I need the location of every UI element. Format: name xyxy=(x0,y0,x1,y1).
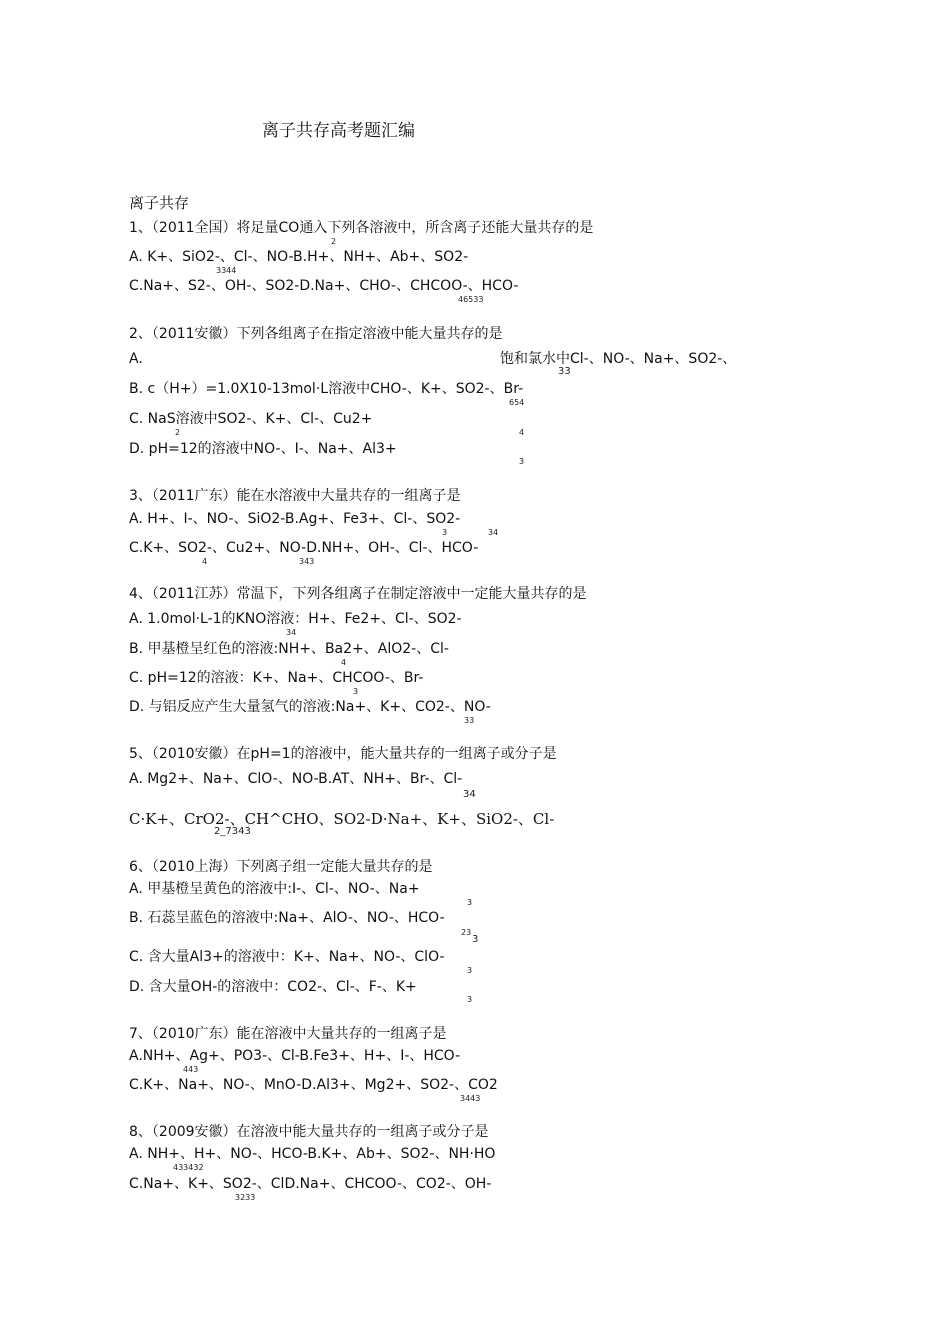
question-2-option-a-label: A. xyxy=(129,351,143,367)
question-6-option-d: D. 含大量OH-的溶液中：CO2-、Cl-、F-、K+ xyxy=(129,979,417,995)
subscript: 3 xyxy=(519,457,525,466)
subscript: 3 xyxy=(442,528,448,537)
question-8-options-cd: C.Na+、K+、SO2-、ClD.Na+、CHCOO-、CO2-、OH- xyxy=(129,1176,492,1192)
question-6-option-b: B. 石蕊呈蓝色的溶液中:Na+、AlO-、NO-、HCO- xyxy=(129,910,445,926)
subscript: 343 xyxy=(299,557,315,566)
question-8-stem: 8、（2009安徽）在溶液中能大量共存的一组离子或分子是 xyxy=(129,1124,489,1140)
subscript: 34 xyxy=(488,528,499,537)
document-title: 离子共存高考题汇编 xyxy=(262,121,415,141)
subscript: 33 xyxy=(558,366,571,377)
question-2-option-d: D. pH=12的溶液中NO-、I-、Na+、Al3+ xyxy=(129,441,397,457)
question-4-option-d: D. 与铝反应产生大量氢气的溶液:Na+、K+、CO2-、NO- xyxy=(129,699,491,715)
subscript: 433432 xyxy=(173,1163,204,1172)
subscript: 654 xyxy=(509,398,525,407)
subscript: 3 xyxy=(353,687,359,696)
subscript: 3 xyxy=(467,898,473,907)
question-1-options-ab: A. K+、SiO2-、Cl-、NO-B.H+、NH+、Ab+、SO2- xyxy=(129,249,469,265)
subscript: 4 xyxy=(202,557,208,566)
subscript: 46533 xyxy=(458,295,484,304)
subscript: 23 xyxy=(461,928,472,937)
question-6-stem: 6、（2010上海）下列离子组一定能大量共存的是 xyxy=(129,859,433,875)
subscript: 3 xyxy=(467,995,473,1004)
subscript: 2_7343 xyxy=(214,826,251,837)
subscript: 4 xyxy=(519,428,525,437)
question-8-options-ab: A. NH+、H+、NO-、HCO-B.K+、Ab+、SO2-、NH·HO xyxy=(129,1146,496,1162)
subscript: 34 xyxy=(463,789,476,800)
question-2-option-c: C. NaS溶液中SO2-、K+、Cl-、Cu2+ xyxy=(129,411,373,427)
subscript: 34 xyxy=(286,628,297,637)
question-6-option-c: C. 含大量Al3+的溶液中：K+、Na+、NO-、ClO- xyxy=(129,949,445,965)
question-2-option-a: 饱和氯水中Cl-、NO-、Na+、SO2-、 xyxy=(500,351,737,367)
question-4-option-c: C. pH=12的溶液：K+、Na+、CHCOO-、Br- xyxy=(129,670,424,686)
subscript: 3443 xyxy=(460,1094,481,1103)
subscript: 443 xyxy=(183,1065,199,1074)
question-4-option-b: B. 甲基橙呈红色的溶液:NH+、Ba2+、AlO2-、Cl- xyxy=(129,641,449,657)
question-7-options-cd: C.K+、Na+、NO-、MnO-D.Al3+、Mg2+、SO2-、CO2 xyxy=(129,1077,498,1093)
question-5-options-cd: C·K+、CrO2-、CH^CHO、SO2-D·Na+、K+、SiO2-、Cl- xyxy=(129,810,555,828)
subscript: 3 xyxy=(467,966,473,975)
question-3-options-cd: C.K+、SO2-、Cu2+、NO-D.NH+、OH-、Cl-、HCO- xyxy=(129,540,479,556)
section-heading: 离子共存 xyxy=(129,194,190,212)
question-6-option-a: A. 甲基橙呈黄色的溶液中:I-、Cl-、NO-、Na+ xyxy=(129,881,420,897)
subscript: 3 xyxy=(472,934,479,945)
question-3-options-ab: A. H+、I-、NO-、SiO2-B.Ag+、Fe3+、Cl-、SO2- xyxy=(129,511,461,527)
question-2-stem: 2、（2011安徽）下列各组离子在指定溶液中能大量共存的是 xyxy=(129,326,503,342)
question-5-options-ab: A. Mg2+、Na+、ClO-、NO-B.AT、NH+、Br-、Cl- xyxy=(129,771,463,787)
question-4-stem: 4、（2011江苏）常温下，下列各组离子在制定溶液中一定能大量共存的是 xyxy=(129,586,587,602)
question-1-stem: 1、（2011全国）将足量CO通入下列各溶液中，所含离子还能大量共存的是 xyxy=(129,220,594,236)
subscript: 2 xyxy=(175,428,181,437)
question-4-option-a: A. 1.0mol·L-1的KNO溶液：H+、Fe2+、Cl-、SO2- xyxy=(129,611,462,627)
subscript: 2 xyxy=(331,237,337,246)
subscript: 3344 xyxy=(216,266,237,275)
question-1-options-cd: C.Na+、S2-、OH-、SO2-D.Na+、CHO-、CHCOO-、HCO- xyxy=(129,278,519,294)
question-7-stem: 7、（2010广东）能在溶液中大量共存的一组离子是 xyxy=(129,1026,447,1042)
question-2-option-b: B. c（H+）=1.0X10-13mol·L溶液中CHO-、K+、SO2-、Br- xyxy=(129,381,524,397)
subscript: 33 xyxy=(464,716,475,725)
subscript: 4 xyxy=(341,658,347,667)
subscript: 3233 xyxy=(235,1193,256,1202)
question-3-stem: 3、（2011广东）能在水溶液中大量共存的一组离子是 xyxy=(129,488,461,504)
question-5-stem: 5、（2010安徽）在pH=1的溶液中，能大量共存的一组离子或分子是 xyxy=(129,746,557,762)
question-7-options-ab: A.NH+、Ag+、PO3-、Cl-B.Fe3+、H+、I-、HCO- xyxy=(129,1048,461,1064)
